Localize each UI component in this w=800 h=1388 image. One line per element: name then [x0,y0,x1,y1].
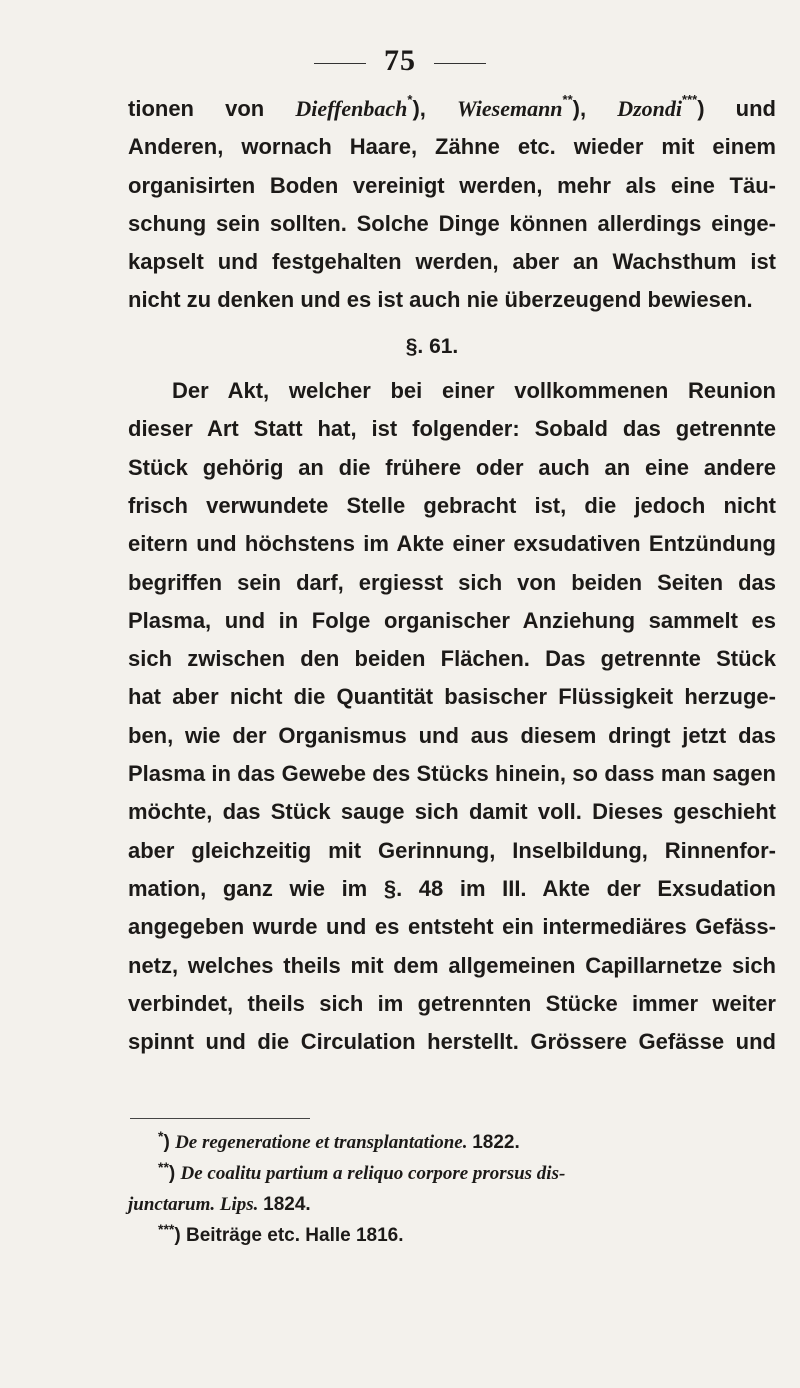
page-number: 75 [384,44,416,77]
header-rule-right [434,63,486,64]
footnote-1: *) De regeneratione et transplantatione. 1822. [158,1128,520,1153]
footnote-ref: * [407,92,413,107]
author-name: Dzondi [617,96,683,121]
text-line: netz, welches theils mit dem allgemeinen Capillarnetze sich [128,952,776,978]
author-name: Wiesemann [457,96,563,121]
text-line: organisirten Boden vereinigt werden, mehr als eine Täu- [128,172,776,198]
page-header [0,44,800,78]
text-line: angegeben wurde und es entsteht ein intermediäres Gefäss- [128,914,776,940]
text-line: verbindet, theils sich im getrennten Stücke immer weiter [128,990,776,1016]
author-name: Dieffenbach [295,96,408,121]
text-line: Plasma, und in Folge organischer Anziehung sammelt es [128,607,776,633]
text-line: Der Akt, welcher bei einer vollkommenen Reunion [172,378,776,404]
footnote-ref: ** [562,92,573,107]
text-line: spinnt und die Circulation herstellt. Grössere Gefässe und [128,1029,776,1055]
text-line: tionen von Dieffenbach*), Wiesemann**), Dzondi***) und [128,92,776,121]
text-line: Plasma in das Gewebe des Stücks hinein, so dass man sagen [128,761,776,787]
text-line: eitern und höchstens im Akte einer exsudativen Entzündung [128,531,776,557]
text-line: hat aber nicht die Quantität basischer Flüssigkeit herzuge- [128,684,776,710]
section-heading: §. 61. [405,334,459,358]
text-line: nicht zu denken und es ist auch nie überzeugend bewiesen. [128,287,753,313]
text-line: ben, wie der Organismus und aus diesem dringt jetzt das [128,722,776,748]
body-text [128,90,776,1061]
text-line: frisch verwundete Stelle gebracht ist, die jedoch nicht [128,492,776,518]
footnote-divider [130,1118,310,1119]
text-line: mation, ganz wie im §. 48 im III. Akte der Exsudation [128,875,776,901]
text-line: möchte, das Stück sauge sich damit voll. Dieses geschieht [128,799,776,825]
footnote-2: **) De coalitu partium a reliquo corpore prorsus dis- [158,1159,566,1184]
footnotes [128,1127,776,1251]
text-line: dieser Art Statt hat, ist folgender: Sobald das getrennte [128,416,776,442]
footnote-2-cont: junctarum. Lips. 1824. [128,1194,311,1215]
footnote-ref: *** [682,92,698,107]
text-line: sich zwischen den beiden Flächen. Das getrennte Stück [128,646,776,672]
text-line: Stück gehörig an die frühere oder auch an eine andere [128,454,776,480]
text-line: aber gleichzeitig mit Gerinnung, Inselbildung, Rinnenfor- [128,837,776,863]
text-line: kapselt und festgehalten werden, aber an Wachsthum ist [128,249,776,275]
text-line: schung sein sollten. Solche Dinge können allerdings einge- [128,210,776,236]
header-rule-left [314,63,366,64]
footnote-3: ***) Beiträge etc. Halle 1816. [158,1221,404,1246]
text-line: begriffen sein darf, ergiesst sich von beiden Seiten das [128,569,776,595]
text-line: Anderen, wornach Haare, Zähne etc. wieder mit einem [128,134,776,160]
